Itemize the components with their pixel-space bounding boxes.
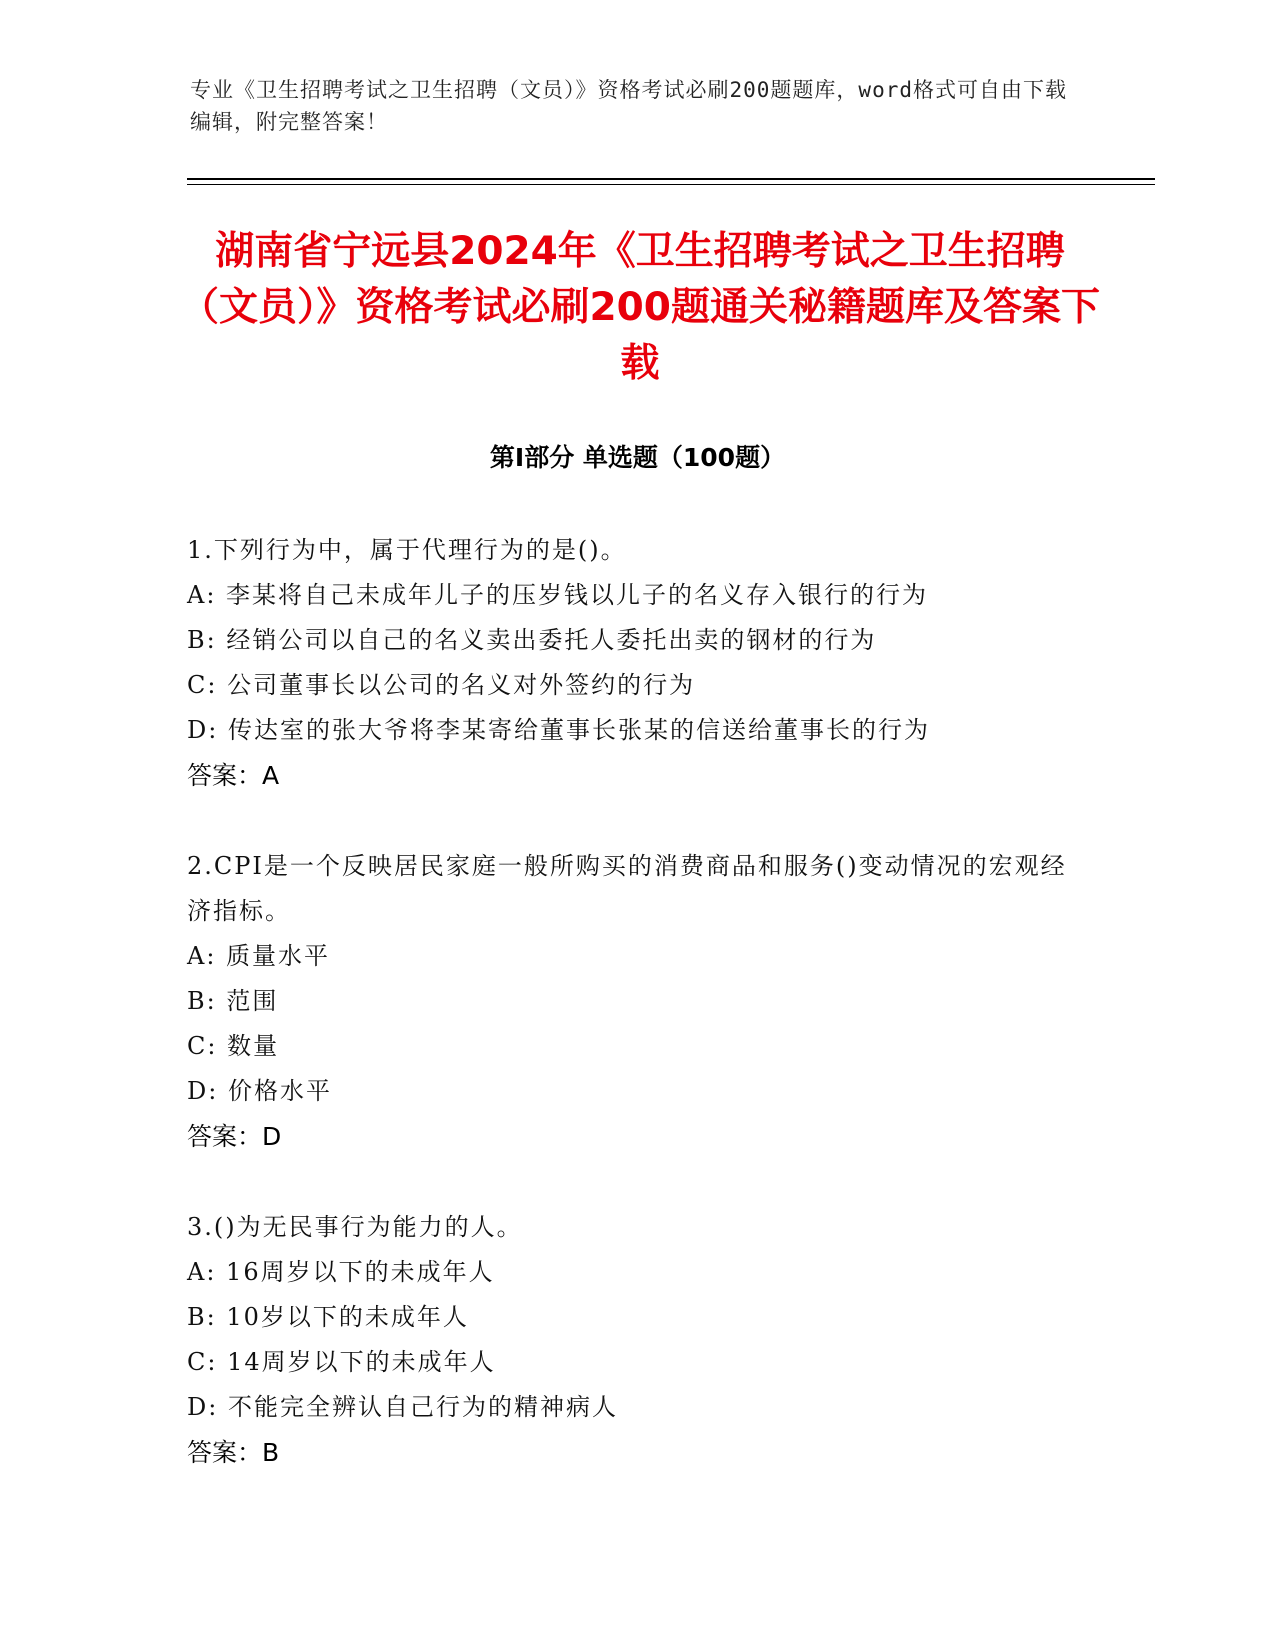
header-rule-thick: [187, 178, 1155, 180]
option-c: C: 14周岁以下的未成年人: [187, 1348, 496, 1376]
option-c: C: 公司董事长以公司的名义对外签约的行为: [187, 671, 696, 699]
question-1: [187, 528, 1087, 798]
option-a: A: 质量水平: [187, 942, 331, 970]
question-stem: 2.CPI是一个反映居民家庭一般所购买的消费商品和服务()变动情况的宏观经济指标。: [187, 852, 1067, 925]
option-d: D: 价格水平: [187, 1077, 332, 1105]
option-a: A: 16周岁以下的未成年人: [187, 1258, 495, 1286]
header-note: 专业《卫生招聘考试之卫生招聘（文员）》资格考试必刷200题题库，word格式可自由下载编辑，附完整答案！: [190, 78, 1067, 134]
question-list: [187, 528, 1087, 1521]
question-2: [187, 844, 1087, 1159]
answer-line: 答案：B: [187, 1438, 280, 1467]
header-rule-thin: [187, 184, 1155, 185]
option-d: D: 不能完全辨认自己行为的精神病人: [187, 1393, 618, 1421]
option-b: B: 10岁以下的未成年人: [187, 1303, 469, 1331]
question-stem: 1.下列行为中，属于代理行为的是()。: [187, 536, 627, 564]
document-title: 湖南省宁远县2024年《卫生招聘考试之卫生招聘（文员）》资格考试必刷200题通关秘籍题库及答案下载: [180, 229, 1100, 386]
option-b: B: 范围: [187, 987, 279, 1015]
answer-line: 答案：D: [187, 1122, 282, 1151]
option-d: D: 传达室的张大爷将李某寄给董事长张某的信送给董事长的行为: [187, 716, 930, 744]
option-b: B: 经销公司以自己的名义卖出委托人委托出卖的钢材的行为: [187, 626, 877, 654]
question-stem: 3.()为无民事行为能力的人。: [187, 1213, 523, 1241]
option-a: A: 李某将自己未成年儿子的压岁钱以儿子的名义存入银行的行为: [187, 581, 929, 609]
section-heading: 第Ⅰ部分 单选题（100题）: [489, 443, 786, 472]
answer-line: 答案：A: [187, 761, 280, 790]
option-c: C: 数量: [187, 1032, 280, 1060]
question-3: [187, 1205, 1087, 1475]
